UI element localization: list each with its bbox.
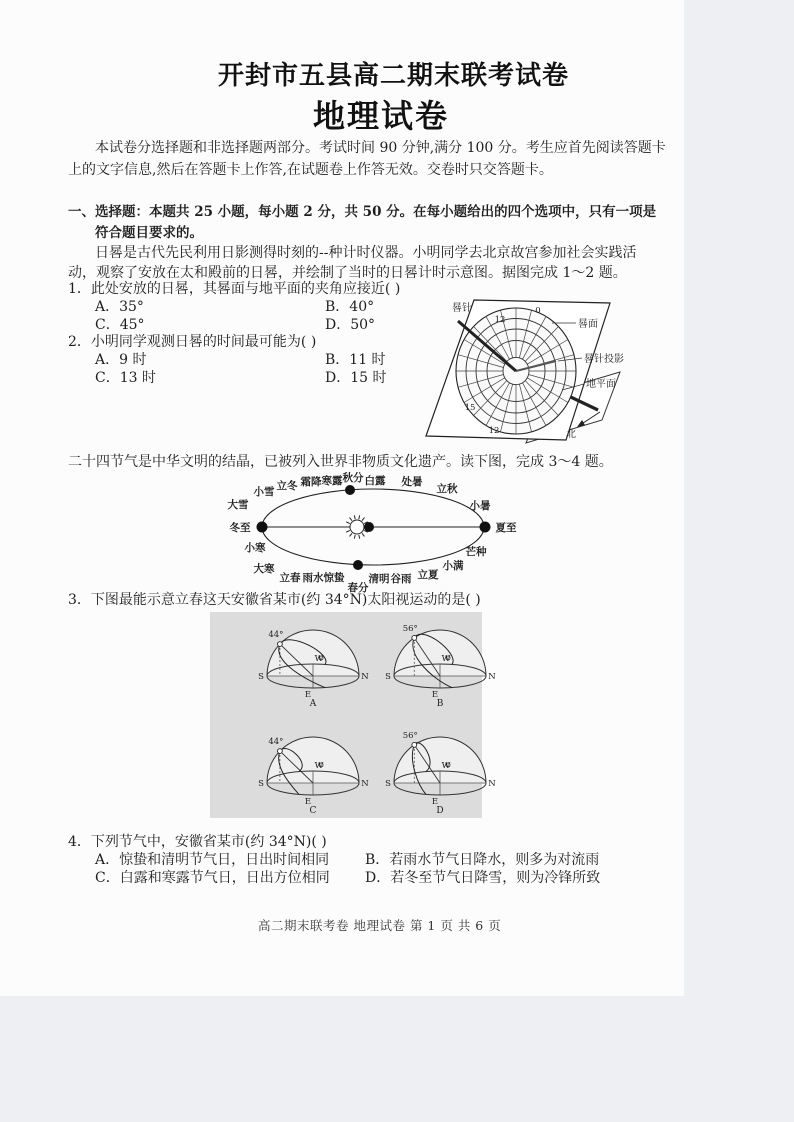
material1-line-1: 日晷是古代先民利用日影测得时刻的--种计时仪器。小明同学去北京故宫参加社会实践活 xyxy=(95,245,637,261)
north-label: N xyxy=(488,672,496,682)
question-1-option-c: C．45° xyxy=(95,317,145,333)
sundial-diagram xyxy=(415,290,630,450)
question-1-option-b: B．40° xyxy=(325,299,375,315)
west-label: W xyxy=(441,654,451,664)
question-4-option-a: A．惊蛰和清明节气日，日出时间相同 xyxy=(95,852,330,868)
solar-term-label: 谷雨 xyxy=(390,573,412,585)
solar-term-label: 大寒 xyxy=(253,563,275,575)
question-2-option-c: C．13 时 xyxy=(95,370,156,386)
noon-sun-marker xyxy=(412,742,417,747)
south-label: S xyxy=(258,779,264,789)
hour-number: 12 xyxy=(488,426,500,436)
ground-label: 地平面 xyxy=(586,379,616,390)
solar-term-label: 夏至 xyxy=(495,522,517,534)
solar-term-label: 立冬 xyxy=(276,480,298,492)
summer-solstice-earth xyxy=(480,522,491,533)
sun-ray xyxy=(354,535,355,539)
solar-terms-diagram xyxy=(222,468,522,596)
sun-ray xyxy=(362,533,364,536)
solar-term-label: 清明 xyxy=(368,573,390,585)
material1-line-2: 动，观察了安放在太和殿前的日晷，并绘制了当时的日晷计时示意图。据图完成 1～2 题。 xyxy=(68,265,627,281)
sun-ray xyxy=(350,533,352,536)
east-label: E xyxy=(431,690,439,700)
solar-term-label: 惊蛰 xyxy=(323,572,345,584)
solar-term-label: 小雪 xyxy=(253,486,275,498)
solar-term-label: 小寒 xyxy=(244,542,266,554)
autumn-equinox-earth xyxy=(345,485,355,495)
hour-number: 12 xyxy=(494,315,506,325)
question-2-option-a: A．9 时 xyxy=(95,352,147,368)
question-4-stem: 4．下列节气中，安徽省某市(约 34°N)( ) xyxy=(68,834,327,850)
solar-term-label: 处暑 xyxy=(401,476,423,488)
solar-term-label: 立秋 xyxy=(436,483,458,495)
solar-term-label: 秋分 xyxy=(342,472,364,484)
question-1-option-d: D．50° xyxy=(325,317,376,333)
south-label: S xyxy=(385,672,391,682)
altitude-label: 56° xyxy=(402,623,418,634)
question-2-option-d: D．15 时 xyxy=(325,370,387,386)
question-1-option-a: A．35° xyxy=(95,299,144,315)
question-4-option-b: B．若雨水节气日降水，则多为对流雨 xyxy=(365,852,600,868)
winter-solstice-earth xyxy=(257,522,268,533)
hemisphere-panel xyxy=(258,737,369,816)
solar-term-label: 小暑 xyxy=(469,500,491,512)
sun-ray xyxy=(350,518,352,521)
gnomon-label: 晷针 xyxy=(452,303,472,314)
hour-number: 0 xyxy=(535,306,541,316)
sun-ray xyxy=(354,515,355,519)
instructions-line-2: 上的文字信息,然后在答题卡上作答,在试题卷上作答无效。交卷时只交答题卡。 xyxy=(68,162,553,178)
page-footer: 高二期末联考卷 地理试卷 第 1 页 共 6 页 xyxy=(258,918,502,933)
question-4-option-d: D．若冬至节气日降雪，则为冷锋所致 xyxy=(365,870,601,886)
west-label: W xyxy=(314,654,324,664)
solar-term-label: 冬至 xyxy=(229,522,251,534)
question-3-figure xyxy=(210,612,496,818)
sun-ray xyxy=(346,522,350,524)
west-label: W xyxy=(314,761,324,771)
exam-title: 开封市五县高二期末联考试卷 xyxy=(218,61,570,91)
hemisphere-panels xyxy=(258,624,496,816)
solar-term-label: 白露 xyxy=(364,475,386,487)
east-label: E xyxy=(431,797,439,807)
subject-title: 地理试卷 xyxy=(313,97,450,135)
section-heading-line-1: 一、选择题：本题共 25 小题，每小题 2 分，共 50 分。在每小题给出的四个选项中，只有一项是 xyxy=(68,204,657,220)
altitude-label: 44° xyxy=(268,737,284,748)
solar-term-label: 寒露 xyxy=(321,475,343,487)
altitude-label: 56° xyxy=(402,730,418,741)
north-label: N xyxy=(361,779,369,789)
solar-term-label: 春分 xyxy=(347,582,369,594)
solar-term-label: 立夏 xyxy=(417,569,439,581)
sun-icon xyxy=(350,520,364,534)
question-4-option-c: C．白露和寒露节气日，日出方位相同 xyxy=(95,870,330,886)
noon-sun-marker xyxy=(278,642,283,647)
hemisphere-panel xyxy=(385,731,496,816)
panel-letter: A xyxy=(309,699,317,709)
panel-letter: D xyxy=(436,806,444,816)
sun-ray xyxy=(362,518,364,521)
section-heading-line-2: 符合题目要求的。 xyxy=(95,225,203,241)
solar-term-label: 霜降 xyxy=(300,476,322,488)
hemisphere-panel xyxy=(385,624,496,709)
question-2-stem: 2．小明同学观测日晷的时间最可能为( ) xyxy=(68,334,317,350)
north-label: 北 xyxy=(566,429,576,440)
sun-ray xyxy=(359,515,360,519)
solar-term-label: 立春 xyxy=(279,572,301,584)
panel-letter: B xyxy=(436,699,444,709)
noon-sun-marker xyxy=(412,635,417,640)
east-label: E xyxy=(304,690,312,700)
sun-ray xyxy=(346,530,350,532)
solar-term-label: 小满 xyxy=(442,560,464,572)
material2: 二十四节气是中华文明的结晶，已被列入世界非物质文化遗产。读下图，完成 3～4 题。 xyxy=(68,454,613,470)
north-label: N xyxy=(488,779,496,789)
west-label: W xyxy=(441,761,451,771)
solar-term-label: 大雪 xyxy=(227,499,249,511)
noon-sun-marker xyxy=(278,749,283,754)
hour-number: 15 xyxy=(464,403,476,413)
spring-equinox-earth xyxy=(353,560,363,570)
east-label: E xyxy=(304,797,312,807)
solar-term-label: 芒种 xyxy=(465,546,487,558)
altitude-label: 44° xyxy=(268,630,284,641)
shadow-label: 晷针投影 xyxy=(584,354,624,365)
solar-term-label: 雨水 xyxy=(302,572,324,584)
center-dot xyxy=(364,522,374,532)
north-label: N xyxy=(361,672,369,682)
south-label: S xyxy=(385,779,391,789)
question-2-option-b: B．11 时 xyxy=(325,352,386,368)
south-label: S xyxy=(258,672,264,682)
question-1-stem: 1．此处安放的日晷，其晷面与地平面的夹角应接近( ) xyxy=(68,281,401,297)
panel-letter: C xyxy=(309,806,317,816)
face-label: 晷面 xyxy=(578,319,598,330)
question-3-stem: 3．下图最能示意立春这天安徽省某市(约 34°N)太阳视运动的是( ) xyxy=(68,592,481,608)
instructions-line-1: 本试卷分选择题和非选择题两部分。考试时间 90 分钟,满分 100 分。考生应首先阅读答题卡 xyxy=(95,140,666,156)
hemisphere-panel xyxy=(258,630,369,709)
sun-ray xyxy=(359,535,360,539)
